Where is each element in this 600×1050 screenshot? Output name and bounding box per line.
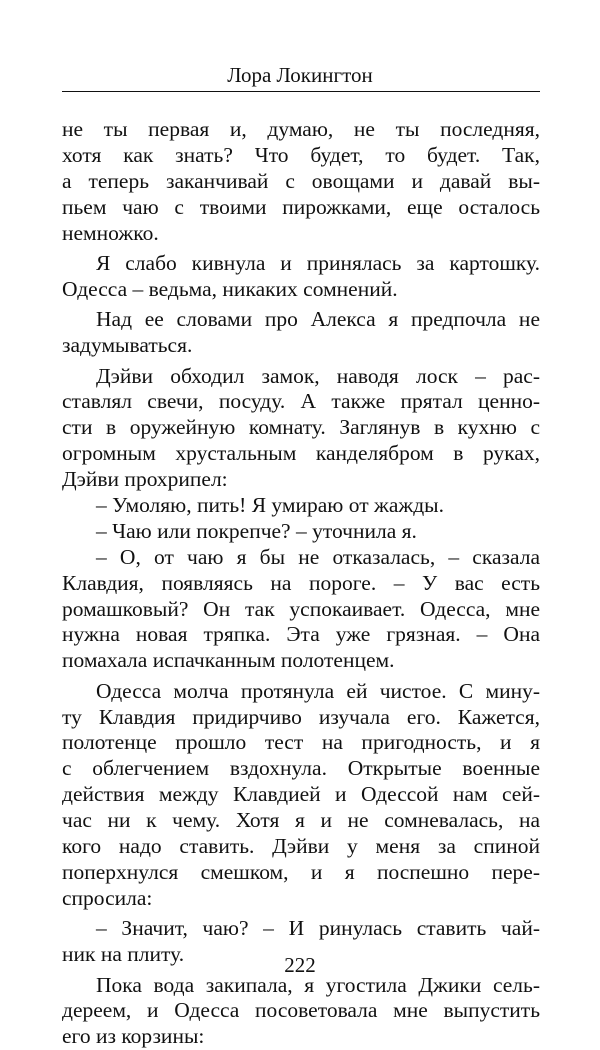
text-line: Клавдия, появляясь на пороге. – У вас есть: [62, 571, 540, 597]
text-line: Над ее словами про Алекса я предпочла не: [62, 307, 540, 333]
paragraph: [62, 545, 540, 674]
body-text: [62, 117, 540, 1050]
text-line: час ни к чему. Хотя я и не сомневалась, на: [62, 808, 540, 834]
text-line: – О, от чаю я бы не отказалась, – сказала: [62, 545, 540, 571]
text-line: ставлял свечи, посуду. А также прятал ценно-: [62, 389, 540, 415]
paragraph: [62, 307, 540, 359]
text-line: действия между Клавдией и Одессой нам сей-: [62, 782, 540, 808]
header-rule: [62, 91, 540, 92]
text-line: а теперь заканчивай с овощами и давай вы-: [62, 169, 540, 195]
text-line: – Умоляю, пить! Я умираю от жажды.: [62, 493, 540, 519]
text-line: сти в оружейную комнату. Заглянув в кухню с: [62, 415, 540, 441]
text-line: Я слабо кивнула и принялась за картошку.: [62, 251, 540, 277]
text-line: с облегчением вздохнула. Открытые военные: [62, 756, 540, 782]
paragraph: [62, 251, 540, 303]
paragraph: [62, 364, 540, 493]
text-line: поперхнулся смешком, и я поспешно пере-: [62, 860, 540, 886]
running-title: Лора Локингтон: [62, 62, 538, 88]
text-line: Одесса – ведьма, никаких сомнений.: [62, 277, 540, 303]
paragraph: [62, 519, 540, 545]
text-line: не ты первая и, думаю, не ты последняя,: [62, 117, 540, 143]
text-line: Одесса молча протянула ей чистое. С мину-: [62, 679, 540, 705]
text-line: огромным хрустальным канделябром в руках,: [62, 441, 540, 467]
text-line: нужна новая тряпка. Эта уже грязная. – Она: [62, 622, 540, 648]
text-line: пьем чаю с твоими пирожками, еще осталось: [62, 195, 540, 221]
text-line: ту Клавдия придирчиво изучала его. Кажется,: [62, 705, 540, 731]
page-number: 222: [62, 952, 538, 978]
text-line: Пока вода закипала, я угостила Джики сель-: [62, 973, 540, 999]
text-line: дереем, и Одесса посоветовала мне выпустить: [62, 998, 540, 1024]
text-line: хотя как знать? Что будет, то будет. Так,: [62, 143, 540, 169]
paragraph: [62, 493, 540, 519]
text-line: спросила:: [62, 886, 540, 912]
text-line: – Значит, чаю? – И ринулась ставить чай-: [62, 916, 540, 942]
text-line: его из корзины:: [62, 1024, 540, 1050]
paragraph: [62, 679, 540, 912]
text-line: кого надо ставить. Дэйви у меня за спиной: [62, 834, 540, 860]
text-line: Дэйви прохрипел:: [62, 467, 540, 493]
text-line: Дэйви обходил замок, наводя лоск – рас-: [62, 364, 540, 390]
paragraph: [62, 117, 540, 246]
text-line: ник на плиту.: [62, 942, 540, 968]
text-line: – Чаю или покрепче? – уточнила я.: [62, 519, 540, 545]
text-line: полотенце прошло тест на пригодность, и я: [62, 730, 540, 756]
text-line: задумываться.: [62, 333, 540, 359]
text-line: немножко.: [62, 221, 540, 247]
text-line: помахала испачканным полотенцем.: [62, 648, 540, 674]
paragraph: [62, 973, 540, 1050]
text-line: ромашковый? Он так успокаивает. Одесса, мне: [62, 597, 540, 623]
